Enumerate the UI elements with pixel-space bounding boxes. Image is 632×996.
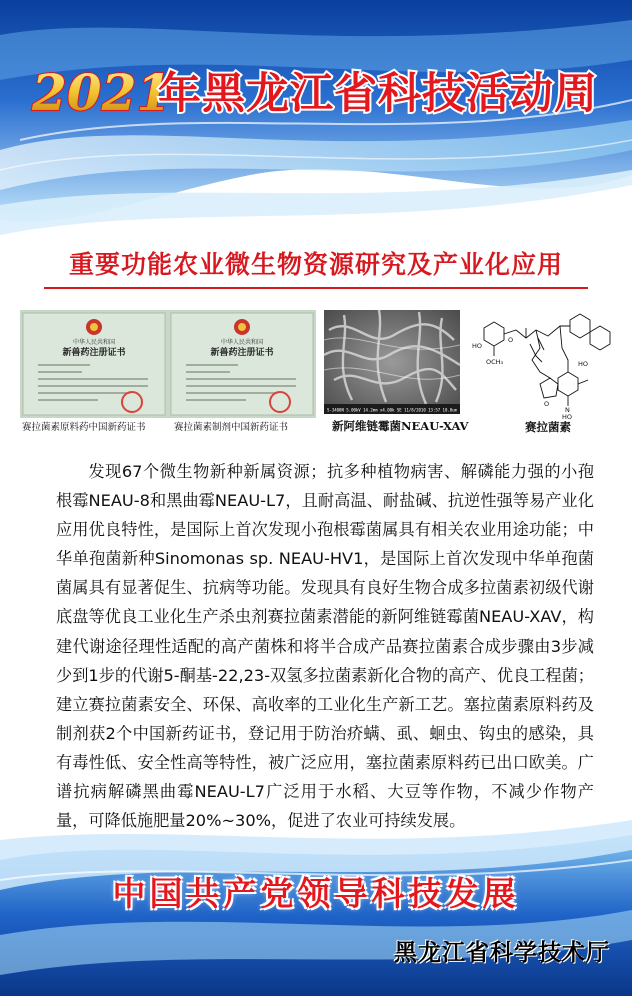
header-title-text: 年黑龙江省科技活动周 xyxy=(158,69,598,119)
header-title-art xyxy=(30,58,620,128)
cert1-caption: 赛拉菌素原料药中国新药证书 xyxy=(22,422,146,433)
cert1-country: 中华人民共和国 xyxy=(72,339,116,346)
sem-micrograph-image xyxy=(324,310,460,414)
header-year: 2021 xyxy=(32,63,172,122)
sem-scale-text: S-3400N 5.00kV 14.2mm x4.00k SE 11/8/2010 13:57 xyxy=(327,407,441,413)
molecule-label-ho-mid: HO xyxy=(578,360,589,368)
subtitle-underline xyxy=(44,287,588,289)
cert2-country: 中华人民共和国 xyxy=(220,339,264,346)
sem-scale-bar: 10.0um xyxy=(442,407,457,413)
molecule-label-o-2: O xyxy=(544,400,550,408)
molecule-label-och3: OCH₃ xyxy=(486,358,504,366)
body-text: 发现67个微生物新种新属资源；抗多种植物病害、解磷能力强的小孢根霉NEAU-8和黑曲霉NEAU-L7，且耐高温、耐盐碱、抗逆性强等易产业化应用优良特性，是国际上首次发现小孢根霉菌属具有相关农业用途功能；中华单孢菌新种Sinomonas sp. NEAU-HV1，是国际上首次发现中华单孢菌菌属具有显著促生、抗病等功能。发现具有良好生物合成多拉菌素初级代谢底盘等优良工业化生产杀虫剂赛拉菌素潜能的新阿维链霉菌NEAU-XAV，构建代谢途径理性适配的高产菌株和将半合成产品赛拉菌素合成步骤由3步减少到1步的代谢5-酮基-22,23-双氢多拉菌素新化合物的高产、优良工程菌；建立赛拉菌素安全、环保、高收率的工业化生产新工艺。塞拉菌素原料药及制剂获2个中国新药证书，登记用于防治疥螨、虱、蛔虫、钩虫的感染，具有毒性低、安全性高等特性，被广泛应用，塞拉菌素原料药已出口欧美。广谱抗病解磷黑曲霉NEAU-L7广泛用于水稻、大豆等作物，不减少作物产量，可降低施肥量20%~30%，促进了农业可持续发展。 xyxy=(56,462,594,831)
molecule-caption: 赛拉菌素 xyxy=(525,420,571,434)
molecule-label-ho-bottom: HO xyxy=(562,413,573,420)
issuer-name: 黑龙江省科学技术厅 xyxy=(394,939,610,966)
sem-caption: 新阿维链霉菌NEAU-XAV xyxy=(332,419,469,433)
certificate-image-2 xyxy=(168,310,316,418)
subtitle: 重要功能农业微生物资源研究及产业化应用 xyxy=(68,250,563,279)
cert2-caption: 赛拉菌素制剂中国新药证书 xyxy=(174,422,289,433)
molecule-label-n: N xyxy=(565,406,570,414)
certificate-image-1 xyxy=(20,310,168,418)
molecule-label-o-1: O xyxy=(508,336,514,344)
body-paragraph xyxy=(56,457,594,835)
cert2-doc-title: 新兽药注册证书 xyxy=(210,348,274,358)
slogan: 中国共产党领导科技发展 xyxy=(112,874,520,913)
molecule-structure-image xyxy=(470,308,618,420)
cert1-doc-title: 新兽药注册证书 xyxy=(62,348,126,358)
molecule-label-ho-left: HO xyxy=(472,342,483,350)
header-title xyxy=(30,58,620,128)
